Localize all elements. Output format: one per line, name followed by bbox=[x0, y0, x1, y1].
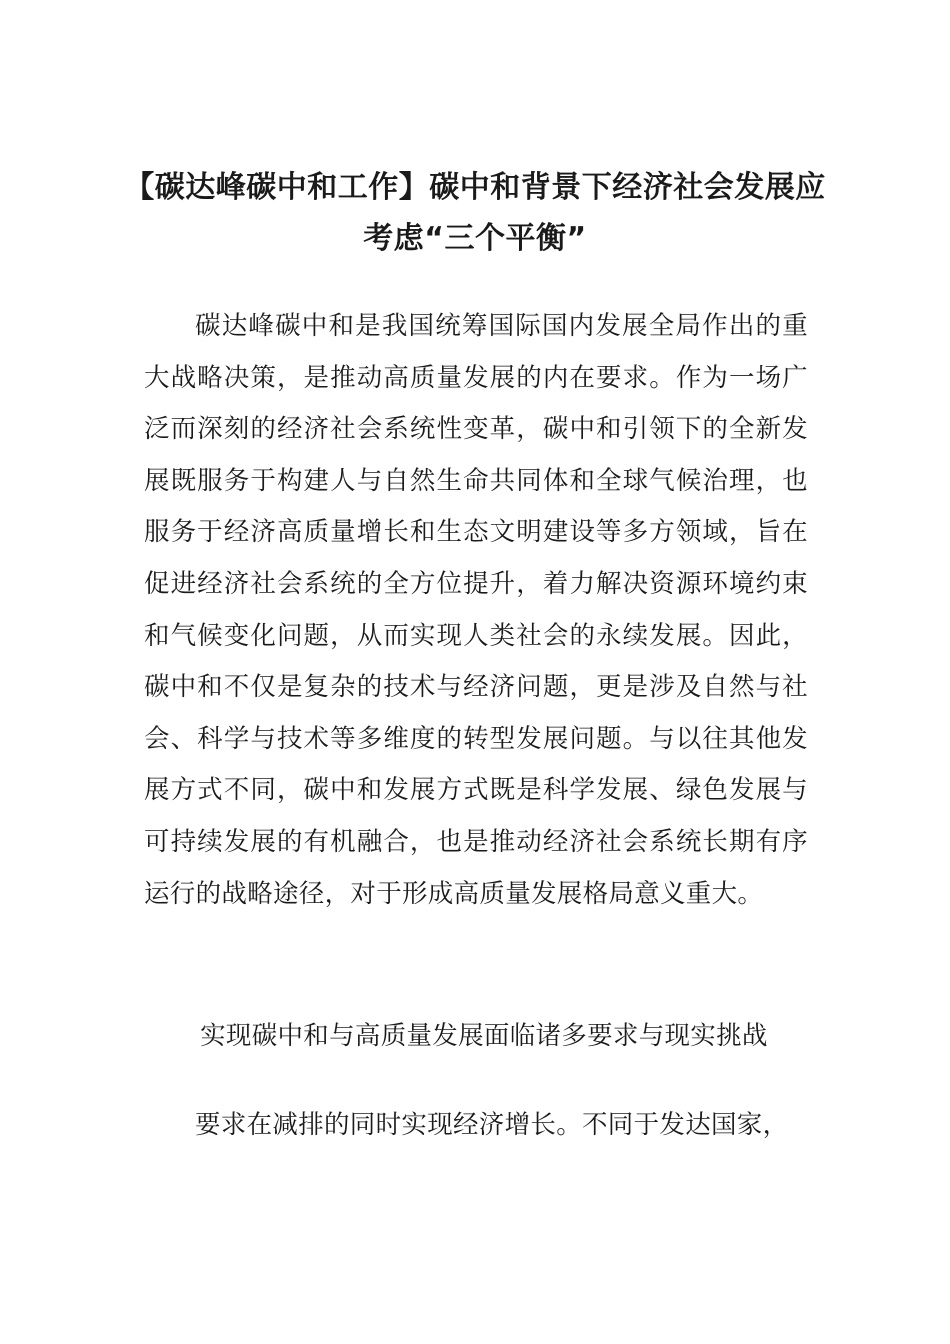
body-paragraph: 碳达峰碳中和是我国统筹国际国内发展全局作出的重大战略决策，是推动高质量发展的内在要求。作为一场广泛而深刻的经济社会系统性变革，碳中和引领下的全新发展既服务于构建人与自然生命共同体和全球气候治理，也服务于经济高质量增长和生态文明建设等多方领域，旨在促进经济社会系统的全方位提升，着力解决资源环境约束和气候变化问题，从而实现人类社会的永续发展。因此，碳中和不仅是复杂的技术与经济问题，更是涉及自然与社会、科学与技术等多维度的转型发展问题。与以往其他发展方式不同，碳中和发展方式既是科学发展、绿色发展与可持续发展的有机融合，也是推动经济社会系统长期有序运行的战略途径，对于形成高质量发展格局意义重大。 bbox=[144, 311, 808, 909]
document-title: 【碳达峰碳中和工作】碳中和背景下经济社会发展应考虑“三个平衡” bbox=[124, 170, 826, 256]
section-heading: 实现碳中和与高质量发展面临诸多要求与现实挑战 bbox=[200, 1021, 768, 1051]
section-paragraph: 要求在减排的同时实现经济增长。不同于发达国家， bbox=[195, 1110, 789, 1140]
